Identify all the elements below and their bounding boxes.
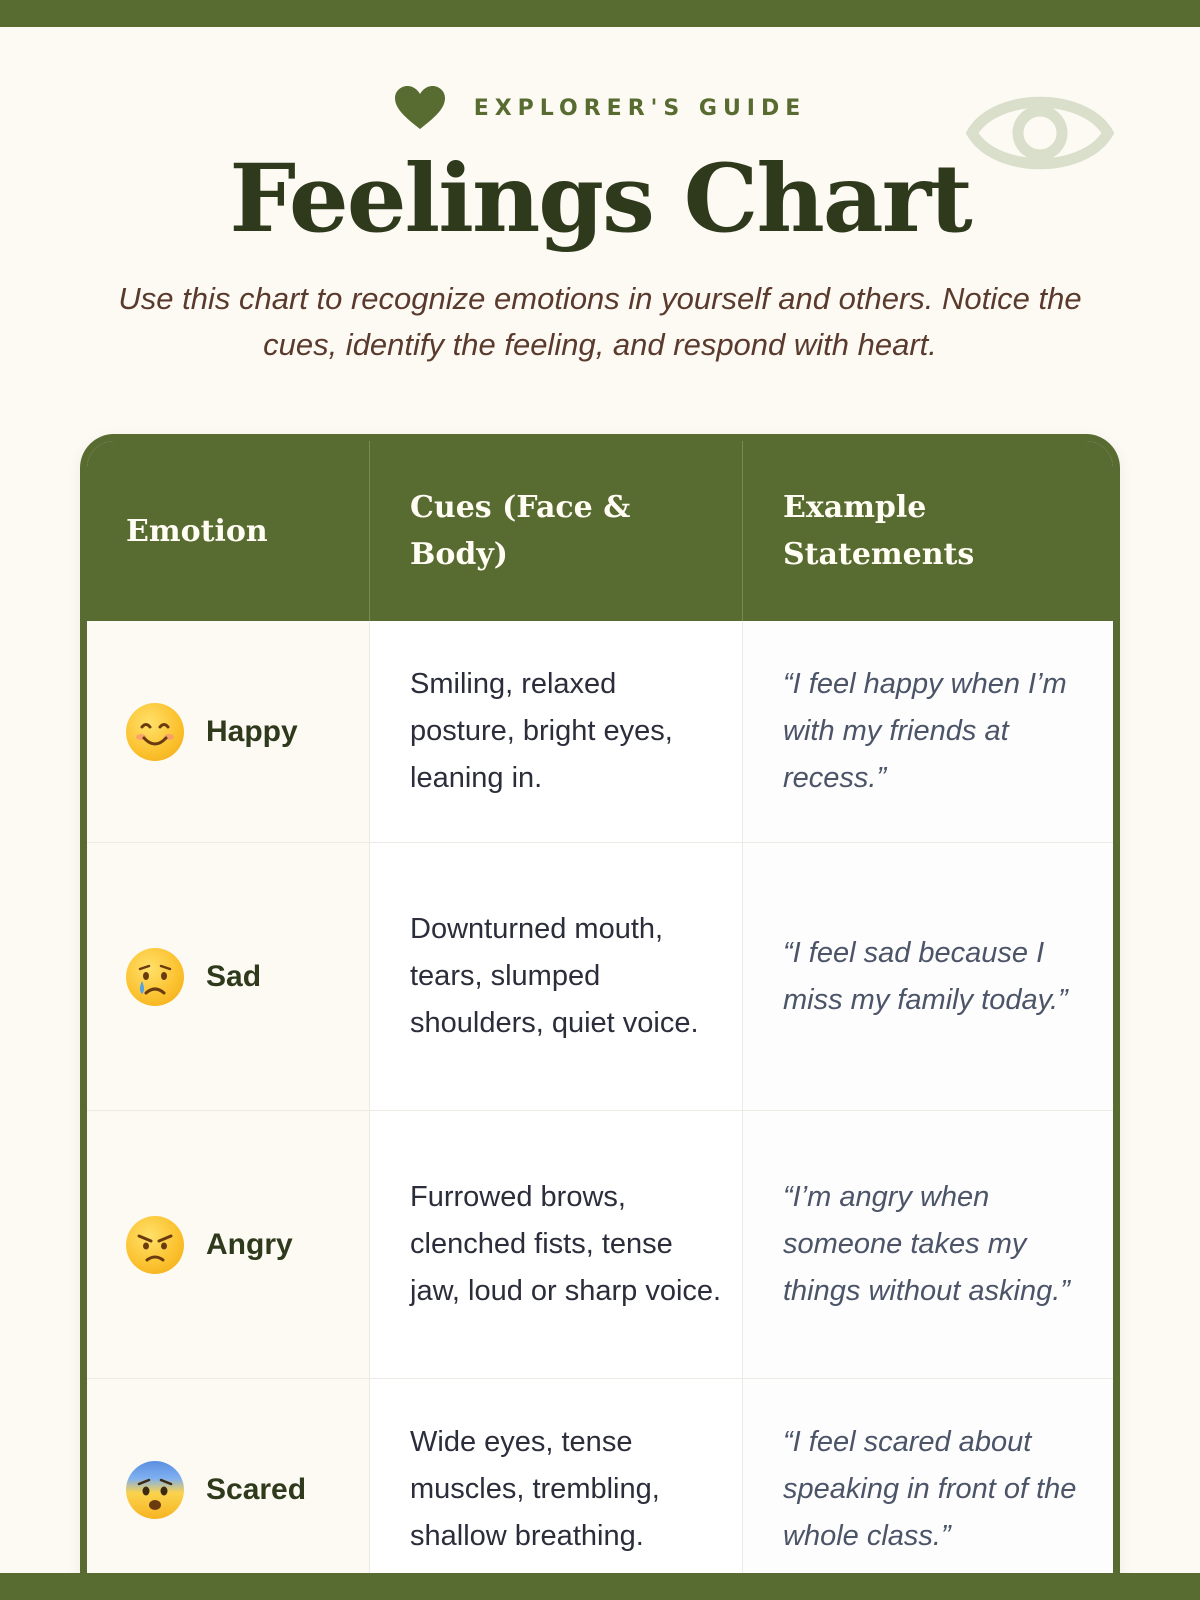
example-text: “I feel scared about speaking in front of the whole class.” bbox=[783, 1426, 1077, 1552]
table-row bbox=[87, 1379, 1113, 1600]
smiling-face-icon bbox=[126, 703, 184, 761]
fearful-face-icon bbox=[126, 1461, 184, 1519]
table-row bbox=[87, 843, 1113, 1111]
cues-cell bbox=[369, 1111, 742, 1378]
cues-cell bbox=[369, 1379, 742, 1600]
emotion-cell bbox=[87, 843, 369, 1110]
cues-text: Smiling, relaxed posture, bright eyes, leaning in. bbox=[410, 668, 673, 794]
example-cell bbox=[742, 843, 1113, 1110]
emotion-label: Sad bbox=[206, 959, 262, 993]
eyebrow-label: EXPLORER'S GUIDE bbox=[473, 95, 807, 121]
example-cell bbox=[742, 1379, 1113, 1600]
table-header bbox=[87, 441, 1113, 621]
table-row bbox=[87, 621, 1113, 843]
emotion-label: Happy bbox=[206, 714, 298, 748]
cues-text: Downturned mouth, tears, slumped shoulders, quiet voice. bbox=[410, 913, 699, 1039]
cues-cell bbox=[369, 843, 742, 1110]
emotion-label: Scared bbox=[206, 1472, 307, 1506]
page-title: Feelings Chart bbox=[229, 144, 971, 254]
header-emotion: Emotion bbox=[126, 513, 268, 549]
example-text: “I’m angry when someone takes my things without asking.” bbox=[783, 1181, 1070, 1307]
top-accent-bar bbox=[0, 0, 1200, 27]
header-cues: Cues (Face & Body) bbox=[369, 441, 742, 621]
example-cell bbox=[742, 621, 1113, 842]
emotion-cell bbox=[87, 1379, 369, 1600]
crying-face-icon bbox=[126, 948, 184, 1006]
cues-text: Furrowed brows, clenched fists, tense jaw, loud or sharp voice. bbox=[410, 1181, 722, 1307]
example-cell bbox=[742, 1111, 1113, 1378]
example-text: “I feel happy when I’m with my friends at recess.” bbox=[783, 668, 1067, 794]
emotion-label: Angry bbox=[206, 1227, 293, 1261]
bottom-accent-bar bbox=[0, 1573, 1200, 1600]
emotion-cell bbox=[87, 1111, 369, 1378]
feelings-table bbox=[80, 434, 1120, 1600]
angry-face-icon bbox=[126, 1216, 184, 1274]
page-subtitle: Use this chart to recognize emotions in yourself and others. Notice the cues, identify the feeling, and respond with heart. bbox=[118, 281, 1082, 362]
header-examples: Example Statements bbox=[742, 441, 1113, 621]
heart-icon bbox=[394, 86, 446, 130]
table-row bbox=[87, 1111, 1113, 1379]
emotion-cell bbox=[87, 621, 369, 842]
cues-text: Wide eyes, tense muscles, trembling, shallow breathing. bbox=[410, 1426, 660, 1552]
cues-cell bbox=[369, 621, 742, 842]
example-text: “I feel sad because I miss my family today.” bbox=[783, 936, 1068, 1016]
